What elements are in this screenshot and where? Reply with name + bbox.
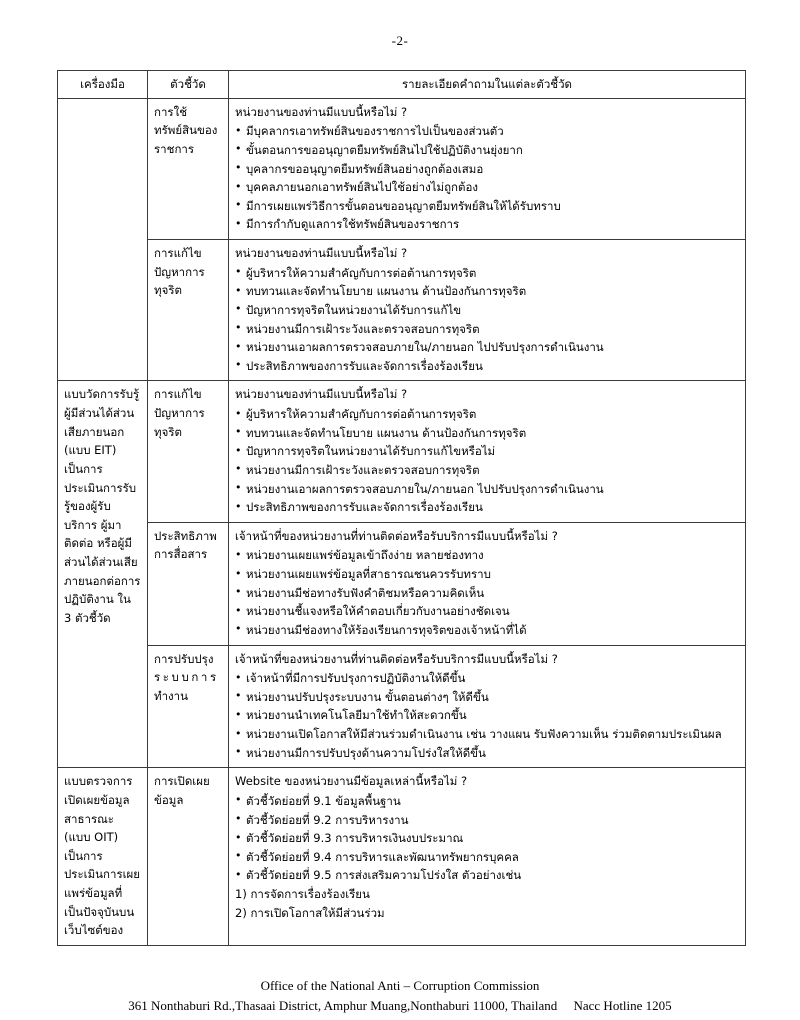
table-row: [58, 768, 746, 946]
cell-tool: [58, 98, 148, 381]
detail-bullet-item: • หน่วยงานมีการปรับปรุงด้านความโปร่งใสให้ดีขึ้น: [235, 744, 739, 763]
table-body: [58, 98, 746, 945]
table-row: [58, 98, 746, 239]
table-row: [58, 381, 746, 522]
cell-tool: แบบตรวจการเปิดเผยข้อมูลสาธารณะ (แบบ OIT) เป็นการประเมินการเผยแพร่ข้อมูลที่เป็นปัจจุบันบนเว็บไซต์ของ: [58, 768, 148, 946]
detail-bullet-item: • หน่วยงานปรับปรุงระบบงาน ขั้นตอนต่างๆ ให้ดีขึ้น: [235, 688, 739, 707]
detail-bullet-item: • ผู้บริหารให้ความสำคัญกับการต่อต้านการทุจริต: [235, 405, 739, 424]
indicator-line: ราชการ: [154, 141, 195, 156]
detail-question: เจ้าหน้าที่ของหน่วยงานที่ท่านติดต่อหรือรับบริการมีแบบนี้หรือไม่ ?: [235, 528, 558, 543]
detail-bullet-list: [235, 792, 739, 922]
indicator-table: [57, 70, 746, 946]
column-header-indicator: ตัวชี้วัด: [148, 71, 229, 99]
detail-bullet-item: • หน่วยงานเปิดโอกาสให้มีส่วนร่วมดำเนินงาน เช่น วางแผน รับฟังความเห็น ร่วมติดตามประเมินผล: [235, 725, 739, 744]
indicator-line: ทุจริต: [154, 424, 182, 439]
detail-bullet-item: • หน่วยงานมีการเฝ้าระวังและตรวจสอบการทุจริต: [235, 461, 739, 480]
footer-address: 361 Nonthaburi Rd.,Thasaai District, Amphur Muang,Nonthaburi 11000, Thailand Nacc Hotline 1205: [128, 997, 672, 1013]
cell-indicator: [148, 522, 229, 645]
table-header-row: [58, 71, 746, 99]
detail-numbered-item: 2) การเปิดโอกาสให้มีส่วนร่วม: [235, 905, 385, 920]
detail-bullet-item: • ตัวชี้วัดย่อยที่ 9.4 การบริหารและพัฒนาทรัพยากรบุคคล: [235, 848, 739, 867]
detail-question: เจ้าหน้าที่ของหน่วยงานที่ท่านติดต่อหรือรับบริการมีแบบนี้หรือไม่ ?: [235, 651, 558, 666]
indicator-line: ทำงาน: [154, 688, 188, 703]
detail-bullet-item: • บุคลากรขออนุญาตยืมทรัพย์สินอย่างถูกต้องเสมอ: [235, 160, 739, 179]
cell-detail: [229, 381, 746, 522]
cell-indicator: [148, 98, 229, 239]
footer-organization: Office of the National Anti – Corruption Commission: [260, 978, 540, 993]
cell-indicator: [148, 240, 229, 381]
detail-bullet-item: • ทบทวนและจัดทำนโยบาย แผนงาน ด้านป้องกันการทุจริต: [235, 282, 739, 301]
indicator-line: ทุจริต: [154, 283, 182, 298]
table-row: [58, 240, 746, 381]
detail-question: หน่วยงานของท่านมีแบบนี้หรือไม่ ?: [235, 387, 408, 402]
detail-bullet-list: [235, 405, 739, 517]
detail-bullet-item: • ประสิทธิภาพของการรับและจัดการเรื่องร้องเรียน: [235, 498, 739, 517]
cell-indicator: [148, 768, 229, 946]
indicator-line: การเปิดเผย: [154, 774, 210, 789]
cell-indicator: [148, 381, 229, 522]
column-header-tool: เครื่องมือ: [58, 71, 148, 99]
cell-detail: [229, 768, 746, 946]
indicator-line: การใช้: [154, 104, 188, 119]
detail-bullet-item: • มีการกำกับดูแลการใช้ทรัพย์สินของราชการ: [235, 215, 739, 234]
detail-bullet-item: • หน่วยงานมีช่อทางรับฟังคำติชมหรือความคิดเห็น: [235, 584, 739, 603]
cell-detail: [229, 522, 746, 645]
detail-bullet-item: • ตัวชี้วัดย่อยที่ 9.3 การบริหารเงินงบประมาณ: [235, 829, 739, 848]
detail-bullet-item: • มีการเผยแพร่วิธีการขั้นตอนขออนุญาตยืมทรัพย์สินให้ได้รับทราบ: [235, 197, 739, 216]
detail-bullet-list: [235, 669, 739, 762]
detail-bullet-item: • ปัญหาการทุจริตในหน่วยงานได้รับการแก้ไขหรือไม่: [235, 442, 739, 461]
detail-bullet-item: • หน่วยงานเอาผลการตรวจสอบภายใน/ภายนอก ไปปรับปรุงการดำเนินงาน: [235, 338, 739, 357]
detail-question: หน่วยงานของท่านมีแบบนี้หรือไม่ ?: [235, 246, 408, 260]
cell-indicator: [148, 645, 229, 768]
indicator-line: การปรับปรุง: [154, 651, 214, 666]
detail-bullet-item: • มีบุคลากรเอาทรัพย์สินของราชการไปเป็นของส่วนตัว: [235, 122, 739, 141]
table-row: [58, 522, 746, 645]
detail-bullet-item: • ตัวชี้วัดย่อยที่ 9.2 การบริหารงาน: [235, 811, 739, 830]
detail-question: Website ของหน่วยงานมีข้อมูลเหล่านี้หรือไม่ ?: [235, 774, 468, 789]
detail-bullet-item: • ขั้นตอนการขออนุญาตยืมทรัพย์สินไปใช้ปฏิบัติงานยุ่งยาก: [235, 141, 739, 160]
detail-bullet-item: • ประสิทธิภาพของการรับและจัดการเรื่องร้องเรียน: [235, 357, 739, 376]
detail-bullet-item: • บุคคลภายนอกเอาทรัพย์สินไปใช้อย่างไม่ถูกต้อง: [235, 178, 739, 197]
detail-bullet-list: [235, 122, 739, 234]
detail-bullet-item: • หน่วยงานนำเทคโนโลยีมาใช้ทำให้สะดวกขึ้น: [235, 706, 739, 725]
indicator-line: ประสิทธิภาพ: [154, 528, 217, 543]
page-number: -2-: [391, 33, 409, 48]
page-footer: [0, 976, 800, 1016]
detail-numbered-item: 1) การจัดการเรื่องร้องเรียน: [235, 887, 370, 901]
detail-bullet-item: • ทบทวนและจัดทำนโยบาย แผนงาน ด้านป้องกันการทุจริต: [235, 424, 739, 443]
detail-bullet-list: [235, 264, 739, 376]
cell-tool: แบบวัดการรับรู้ผู้มีส่วนได้ส่วนเสียภายนอก (แบบ EIT) เป็นการประเมินการรับรู้ของผู้รับบริการ ผู้มาติดต่อ หรือผู้มีส่วนได้ส่วนเสียภายนอกต่อการปฏิบัติงาน ใน 3 ตัวชี้วัด: [58, 381, 148, 768]
detail-bullet-list: [235, 546, 739, 639]
indicator-line: การแก้ไข: [154, 387, 202, 402]
table-row: [58, 645, 746, 768]
indicator-line: ระบบการ: [154, 670, 219, 685]
detail-bullet-item: • หน่วยงานชี้แจงหรือให้คำตอบเกี่ยวกับงานอย่างชัดเจน: [235, 602, 739, 621]
detail-bullet-item: • เจ้าหน้าที่มีการปรับปรุงการปฏิบัติงานให้ดีขึ้น: [235, 669, 739, 688]
cell-detail: [229, 645, 746, 768]
detail-bullet-item: • หน่วยงานเอาผลการตรวจสอบภายใน/ภายนอก ไปปรับปรุงการดำเนินงาน: [235, 480, 739, 499]
cell-detail: [229, 240, 746, 381]
cell-detail: [229, 98, 746, 239]
detail-bullet-item: • หน่วยงานเผยแพร่ข้อมูลเข้าถึงง่าย หลายช่องทาง: [235, 546, 739, 565]
indicator-line: ทรัพย์สินของ: [154, 123, 218, 138]
indicator-line: การแก้ไข: [154, 246, 202, 260]
detail-bullet-item: • ปัญหาการทุจริตในหน่วยงานได้รับการแก้ไข: [235, 301, 739, 320]
indicator-line: ปัญหาการ: [154, 264, 205, 279]
indicator-line: ข้อมูล: [154, 792, 184, 807]
indicator-line: การสื่อสาร: [154, 547, 208, 562]
detail-bullet-item: • หน่วยงานเผยแพร่ข้อมูลที่สาธารณชนควรรับทราบ: [235, 565, 739, 584]
detail-bullet-item: • ตัวชี้วัดย่อยที่ 9.1 ข้อมูลพื้นฐาน: [235, 792, 739, 811]
detail-question: หน่วยงานของท่านมีแบบนี้หรือไม่ ?: [235, 104, 408, 119]
detail-bullet-item: • หน่วยงานมีการเฝ้าระวังและตรวจสอบการทุจริต: [235, 320, 739, 339]
column-header-detail: รายละเอียดคำถามในแต่ละตัวชี้วัด: [229, 71, 746, 99]
detail-bullet-item: • ตัวชี้วัดย่อยที่ 9.5 การส่งเสริมความโปร่งใส ตัวอย่างเช่น: [235, 866, 739, 885]
detail-bullet-item: • หน่วยงานมีช่องทางให้ร้องเรียนการทุจริตของเจ้าหน้าที่ได้: [235, 621, 739, 640]
indicator-line: ปัญหาการ: [154, 406, 205, 420]
detail-bullet-item: • ผู้บริหารให้ความสำคัญกับการต่อต้านการทุจริต: [235, 264, 739, 283]
